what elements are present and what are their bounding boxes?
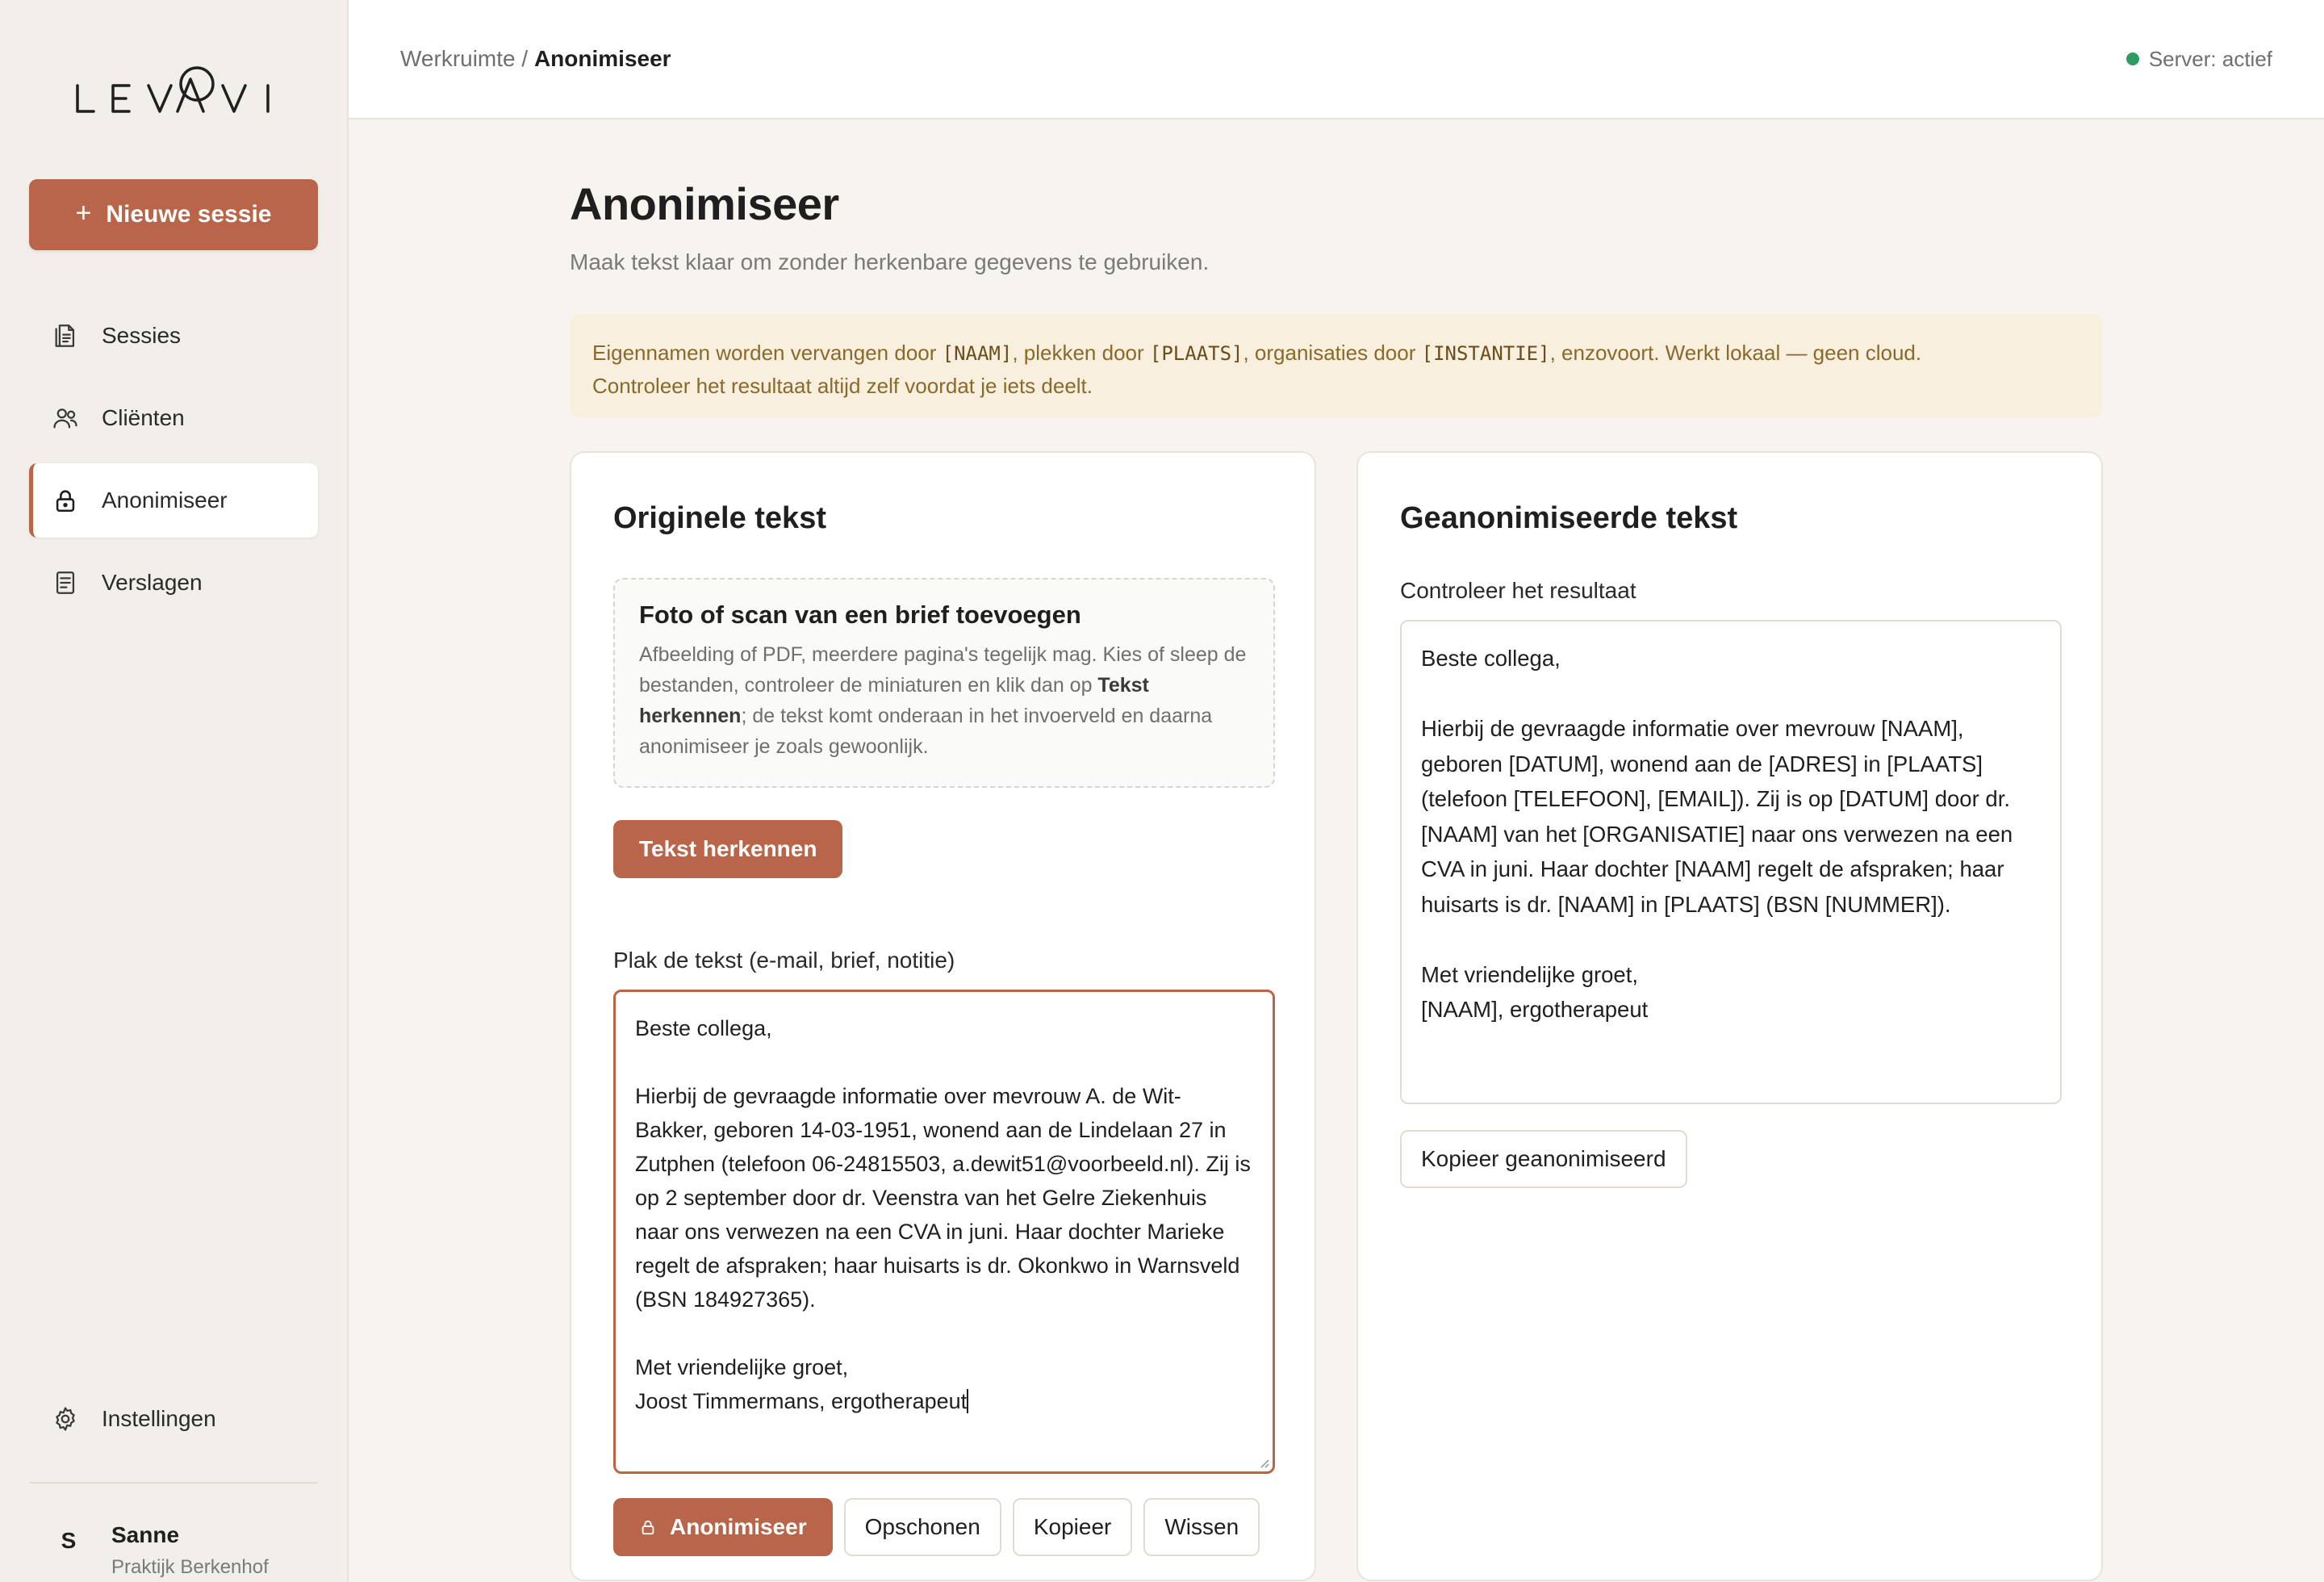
- recognize-text-button[interactable]: [613, 820, 842, 878]
- gear-icon: [52, 1405, 79, 1433]
- page-subtitle: Maak tekst klaar om zonder herkenbare gegevens te gebruiken.: [570, 249, 1210, 274]
- sidebar-item-label: Anonimiseer: [102, 488, 228, 513]
- new-session-button[interactable]: [29, 179, 318, 250]
- sidebar-item-sessies[interactable]: [29, 299, 318, 373]
- lock-icon: [52, 487, 79, 514]
- original-text-input[interactable]: [613, 990, 1275, 1474]
- settings-label: Instellingen: [102, 1406, 216, 1431]
- report-icon: [52, 569, 79, 596]
- notice-code: [PLAATS]: [1149, 342, 1244, 365]
- file-dropzone[interactable]: [613, 578, 1275, 788]
- users-icon: [52, 404, 79, 432]
- text-caret: [967, 1389, 968, 1413]
- dropzone-description: [639, 639, 1249, 762]
- sidebar-item-label: Sessies: [102, 323, 182, 348]
- server-status: [2126, 47, 2272, 72]
- dropzone-text-bold: Tekst herkennen: [639, 674, 1149, 727]
- levavi-logo[interactable]: [74, 61, 278, 126]
- notice-line-2: Controleer het resultaat altijd zelf voordat je iets deelt.: [592, 374, 1093, 398]
- dropzone-text: Afbeelding of PDF, meerdere pagina's tegelijk mag. Kies of sleep de bestanden, controleer de miniaturen en klik dan op: [639, 643, 1247, 697]
- sidebar-divider: [29, 1482, 318, 1484]
- page-title: Anonimiseer: [570, 178, 839, 229]
- user-org: Praktijk Berkenhof: [111, 1556, 269, 1578]
- user-name: Sanne: [111, 1522, 180, 1547]
- info-notice: [570, 314, 2103, 417]
- page-content: [570, 119, 2103, 1581]
- breadcrumb-current: Anonimiseer: [533, 46, 671, 71]
- clear-button[interactable]: Wissen: [1143, 1498, 1260, 1556]
- original-text-value: Beste collega, Hierbij de gevraagde informatie over mevrouw A. de Wit-Bakker, geboren 14-03-1951, wonend aan de Lindelaan 27 in Zutphen (telefoon 06-24815503, a.dewit51@voorbeeld.nl). Zij is op 2 september door dr. Veenstra van het Gelre Ziekenhuis naar ons verwezen na een CVA in juni. Haar dochter Marieke regelt de afspraken; haar huisarts is dr. Okonkwo in Warnsveld (BSN 184927365). Met vriendelijke groet, Joost Timmermans, ergotherapeut: [635, 1016, 1251, 1413]
- document-list-icon: [52, 322, 79, 349]
- user-profile[interactable]: [29, 1511, 318, 1582]
- sidebar: [0, 0, 349, 1582]
- notice-text: , plekken door: [1012, 341, 1150, 365]
- dropzone-title: Foto of scan van een brief toevoegen: [639, 601, 1081, 629]
- notice-text: , organisaties door: [1243, 341, 1422, 365]
- dropzone-text: ; de tekst komt onderaan in het invoerveld en daarna anonimiseer je zoals gewoonlijk.: [639, 705, 1213, 758]
- copy-anonymized-button[interactable]: Kopieer geanonimiseerd: [1400, 1130, 1687, 1188]
- status-dot-icon: [2126, 52, 2139, 65]
- notice-code: [INSTANTIE]: [1421, 342, 1550, 365]
- notice-line-1: [592, 337, 2080, 370]
- server-status-label: Server: actief: [2148, 46, 2272, 71]
- notice-text: Eigennamen worden vervangen door: [592, 341, 943, 365]
- sidebar-item-anonimiseer[interactable]: [29, 463, 318, 538]
- new-session-label: Nieuwe sessie: [106, 201, 272, 228]
- input-actions: [613, 1498, 1273, 1556]
- original-card-title: Originele tekst: [613, 501, 826, 535]
- anonymize-button[interactable]: [613, 1498, 833, 1556]
- notice-text: , enzovoort. Werkt lokaal — geen cloud.: [1549, 341, 1922, 365]
- resize-handle-icon[interactable]: [1258, 1457, 1269, 1468]
- sidebar-item-settings[interactable]: [29, 1382, 318, 1456]
- breadcrumb: [400, 46, 671, 72]
- breadcrumb-root[interactable]: Werkruimte /: [400, 46, 529, 71]
- sidebar-item-label: Verslagen: [102, 570, 203, 595]
- clean-button[interactable]: Opschonen: [844, 1498, 1001, 1556]
- anonymized-text-card: [1356, 451, 2103, 1581]
- plus-icon: +: [75, 197, 92, 228]
- user-info: [111, 1511, 269, 1582]
- lock-icon: [639, 1517, 657, 1537]
- copy-button[interactable]: Kopieer: [1013, 1498, 1133, 1556]
- anonymized-text-output[interactable]: Beste collega, Hierbij de gevraagde informatie over mevrouw [NAAM], geboren [DATUM], wonend aan de [ADRES] in [PLAATS] (telefoon [TELEFOON], [EMAIL]). Zij is op [DATUM] door dr. [NAAM] van het [ORGANISATIE] naar ons verwezen na een CVA in juni. Haar dochter [NAAM] regelt de afspraken; haar huisarts is dr. [NAAM] in [PLAATS] (BSN [NUMMER]). Met vriendelijke groet, [NAAM], ergotherapeut: [1400, 620, 2062, 1104]
- anonymized-card-title: Geanonimiseerde tekst: [1400, 501, 1738, 535]
- topbar: [349, 0, 2324, 119]
- sidebar-nav: [29, 299, 318, 628]
- sidebar-item-label: Cliënten: [102, 405, 185, 430]
- result-label: Controleer het resultaat: [1400, 578, 1636, 603]
- main-area: [349, 0, 2324, 1582]
- original-text-card: [570, 451, 1316, 1581]
- recognize-text-label: Tekst herkennen: [639, 836, 817, 861]
- logo-mark: [74, 61, 278, 126]
- anonymize-label: Anonimiseer: [670, 1514, 807, 1539]
- sidebar-item-clienten[interactable]: [29, 381, 318, 455]
- editor-columns: [570, 451, 2103, 1581]
- sidebar-item-verslagen[interactable]: [29, 546, 318, 620]
- input-label: Plak de tekst (e-mail, brief, notitie): [613, 948, 955, 973]
- avatar: S: [61, 1528, 77, 1553]
- notice-code: [NAAM]: [942, 342, 1013, 365]
